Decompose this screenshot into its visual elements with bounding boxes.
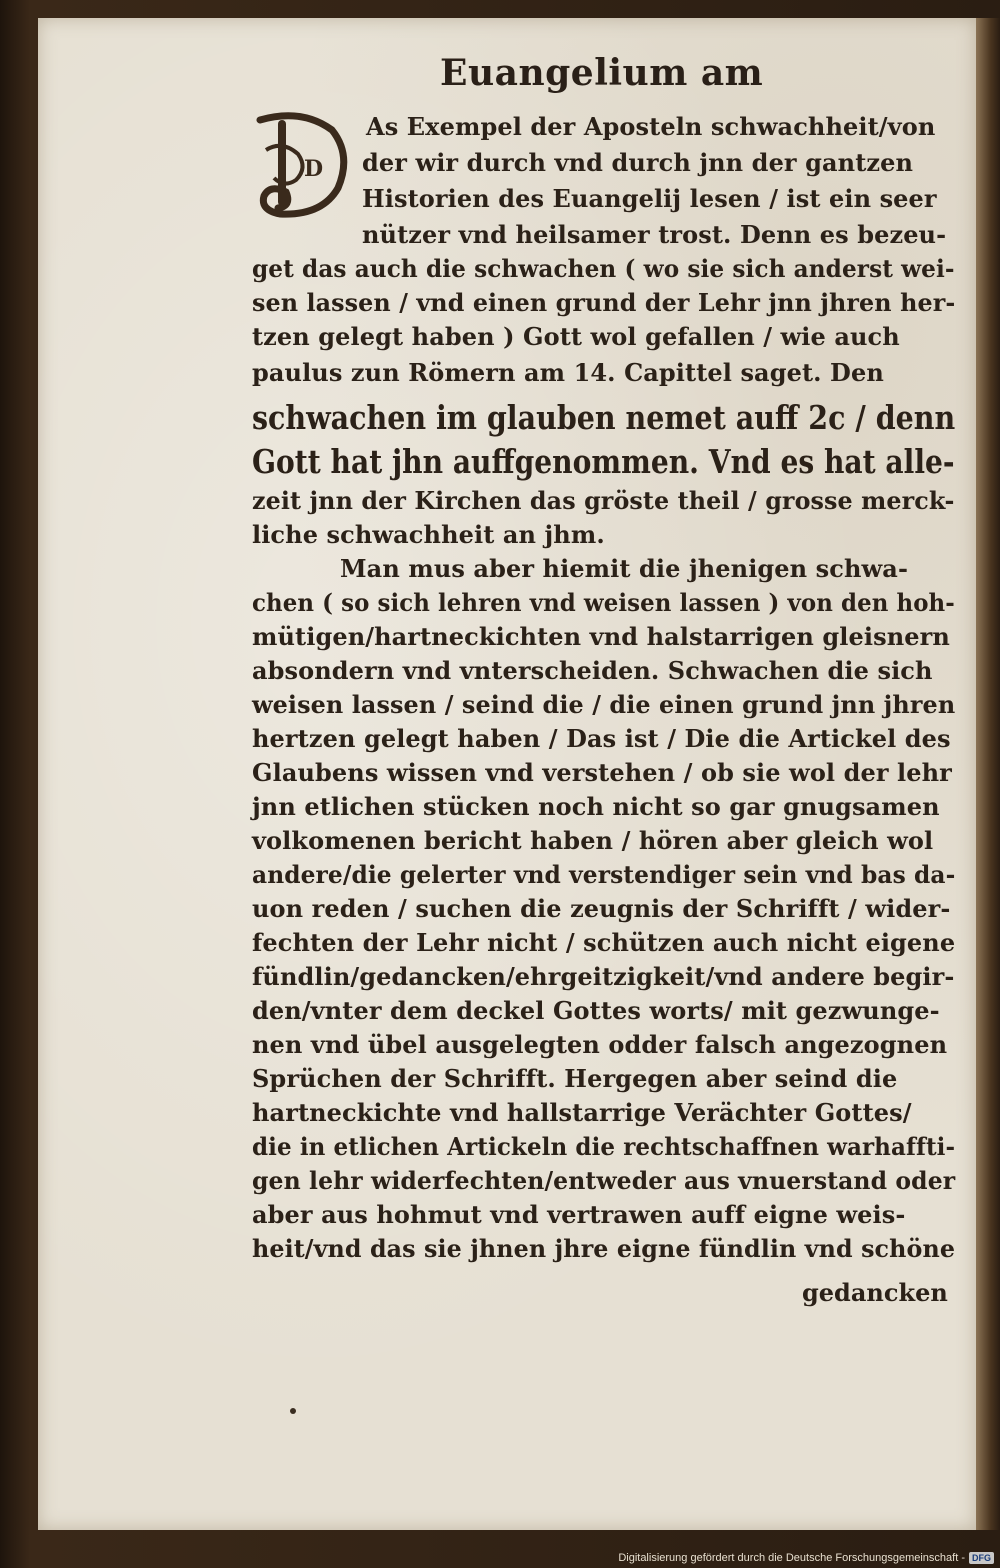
text-line: Man mus aber hiemit die jhenigen schwa-: [340, 554, 909, 583]
text-line: paulus zun Römern am 14. Capittel saget. Den: [252, 358, 884, 387]
text-line: Sprüchen der Schrifft. Hergegen aber seind die: [252, 1064, 898, 1093]
text-line: uon reden / suchen die zeugnis der Schrifft / wider-: [252, 894, 951, 923]
text-line: hertzen gelegt haben / Das ist / Die die Artickel des: [252, 724, 951, 753]
text-line: aber aus hohmut vnd vertrawen auff eigne weis-: [252, 1200, 906, 1229]
text-line: hartneckichte vnd hallstarrige Verächter Gottes/: [252, 1098, 912, 1127]
page-heading: Euangelium am: [440, 52, 764, 94]
dfg-logo: DFG: [969, 1552, 994, 1564]
text-line: volkomenen bericht haben / hören aber gleich wol: [252, 826, 934, 855]
text-line: chen ( so sich lehren vnd weisen lassen ) von den hoh-: [252, 588, 955, 617]
text-line: andere/die gelerter vnd verstendiger sein vnd bas da-: [252, 860, 956, 889]
text-line: As Exempel der Aposteln schwachheit/von: [366, 112, 936, 141]
text-line: weisen lassen / seind die / die einen grund jnn jhren: [252, 690, 956, 719]
ink-spot: [290, 1408, 296, 1414]
text-line: Glaubens wissen vnd verstehen / ob sie wol der lehr: [252, 758, 952, 787]
text-line: nützer vnd heilsamer trost. Denn es bezeu-: [362, 220, 947, 249]
text-line-emphasis: Gott hat jhn auffgenommen. Vnd es hat alle-: [252, 442, 955, 481]
text-line: tzen gelegt haben ) Gott wol gefallen / wie auch: [252, 322, 900, 351]
text-line: jnn etlichen stücken noch nicht so gar gnugsamen: [252, 792, 940, 821]
text-line: Historien des Euangelij lesen / ist ein seer: [362, 184, 937, 213]
footer-credit: [618, 1552, 994, 1564]
text-line-emphasis: schwachen im glauben nemet auff 2c / denn: [252, 398, 956, 437]
text-line: gen lehr widerfechten/entweder aus vnuerstand oder: [252, 1166, 956, 1195]
text-line: die in etlichen Artickeln die rechtschaffnen warhaffti-: [252, 1132, 956, 1161]
text-line: der wir durch vnd durch jnn der gantzen: [362, 148, 914, 177]
text-line: nen vnd übel ausgelegten odder falsch angezognen: [252, 1030, 948, 1059]
text-line: heit/vnd das sie jhnen jhre eigne fündlin vnd schöne: [252, 1234, 956, 1263]
text-line: zeit jnn der Kirchen das gröste theil / grosse merck-: [252, 486, 955, 515]
text-line: get das auch die schwachen ( wo sie sich anderst wei-: [252, 254, 955, 283]
footer-text: Digitalisierung gefördert durch die Deutsche Forschungsgemeinschaft -: [618, 1552, 965, 1564]
text-line: mütigen/hartneckichten vnd halstarrigen gleisnern: [252, 622, 950, 651]
text-line: absondern vnd vnterscheiden. Schwachen die sich: [252, 656, 933, 685]
text-line: fündlin/gedancken/ehrgeitzigkeit/vnd andere begir-: [252, 962, 955, 991]
initial-letter: D: [304, 156, 324, 182]
catchword: gedancken: [802, 1278, 948, 1307]
text-line: den/vnter dem deckel Gottes worts/ mit gezwunge-: [252, 996, 940, 1025]
text-line: liche schwachheit an jhm.: [252, 520, 605, 549]
text-line: fechten der Lehr nicht / schützen auch nicht eigene: [252, 928, 956, 957]
text-line: sen lassen / vnd einen grund der Lehr jnn jhren her-: [252, 288, 956, 317]
